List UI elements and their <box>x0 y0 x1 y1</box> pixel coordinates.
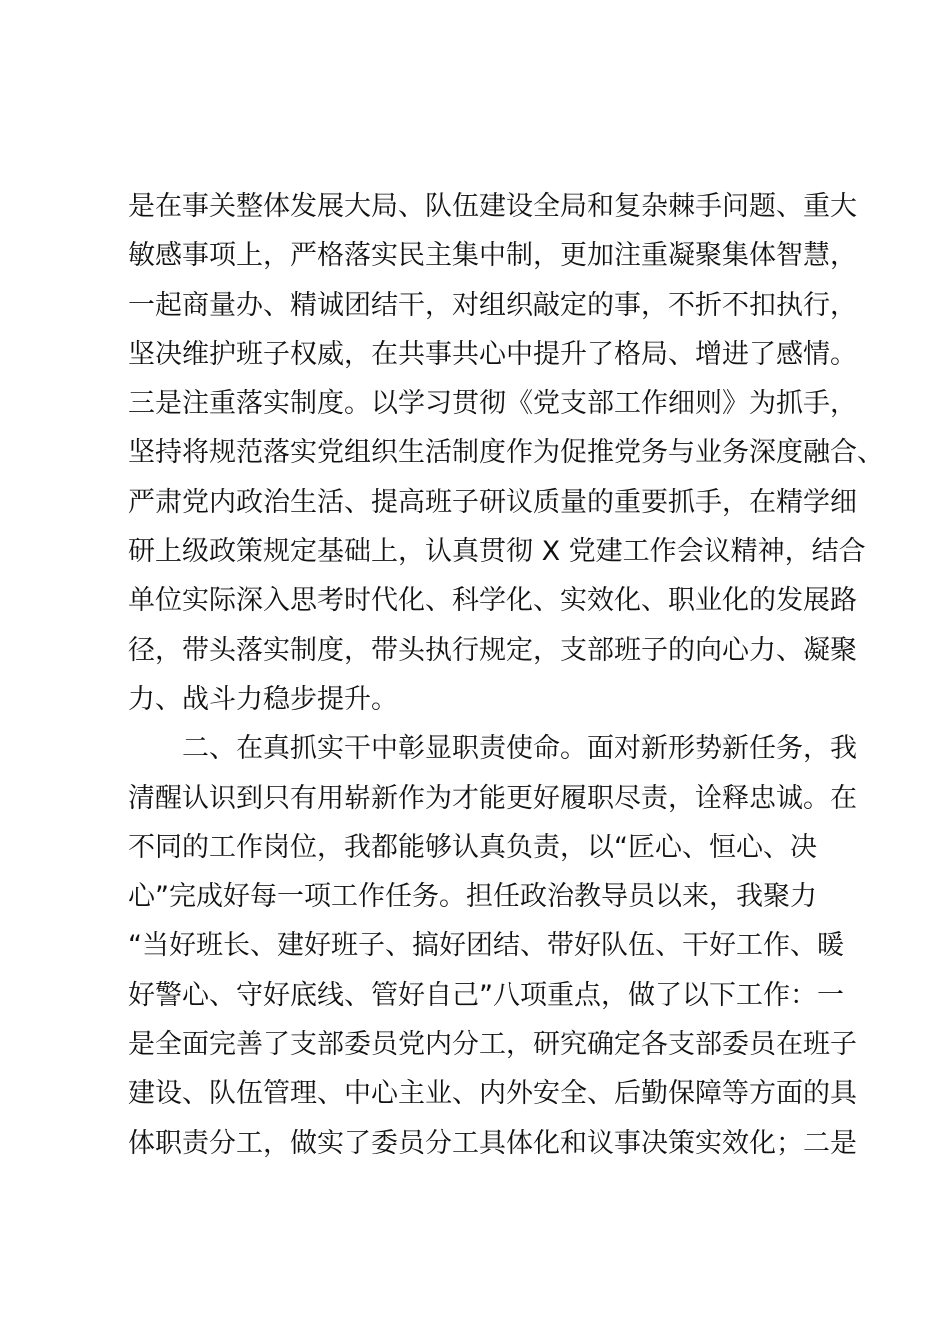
text-line: 力、战斗力稳步提升。 <box>128 683 398 715</box>
text-line: 三是注重落实制度。以学习贯彻《党支部工作细则》为抓手， <box>128 388 857 420</box>
text-line: 坚持将规范落实党组织生活制度作为促推党务与业务深度融合、 <box>128 437 884 469</box>
text-line: 敏感事项上，严格落实民主集中制，更加注重凝聚集体智慧， <box>128 240 857 272</box>
text-line: 是全面完善了支部委员党内分工，研究确定各支部委员在班子 <box>128 1029 857 1061</box>
text-line: 好警心、守好底线、管好自己”八项重点，做了以下工作：一 <box>128 979 844 1011</box>
text-line: 不同的工作岗位，我都能够认真负责，以“匠心、恒心、决 <box>128 831 817 863</box>
text-line: 建设、队伍管理、中心主业、内外安全、后勤保障等方面的具 <box>128 1078 857 1110</box>
text-line: 严肃党内政治生活、提高班子研议质量的重要抓手，在精学细 <box>128 486 857 518</box>
body-text <box>128 182 884 1168</box>
text-line: 心”完成好每一项工作任务。担任政治教导员以来，我聚力 <box>128 881 817 913</box>
text-line: 径，带头落实制度，带头执行规定，支部班子的向心力、凝聚 <box>128 634 857 666</box>
text-line: 体职责分工，做实了委员分工具体化和议事决策实效化；二是 <box>128 1127 857 1159</box>
text-line: 研上级政策规定基础上，认真贯彻 X 党建工作会议精神，结合 <box>128 536 866 568</box>
section-heading-line: 二、在真抓实干中彰显职责使命。面对新形势新任务，我 <box>182 733 857 765</box>
text-line: 是在事关整体发展大局、队伍建设全局和复杂棘手问题、重大 <box>128 191 857 222</box>
text-line: 坚决维护班子权威，在共事共心中提升了格局、增进了感情。 <box>128 338 857 370</box>
text-line: 单位实际深入思考时代化、科学化、实效化、职业化的发展路 <box>128 585 857 617</box>
text-line: 一起商量办、精诚团结干，对组织敲定的事，不折不扣执行， <box>128 289 857 321</box>
text-line: 清醒认识到只有用崭新作为才能更好履职尽责，诠释忠诚。在 <box>128 782 857 814</box>
text-line: “当好班长、建好班子、搞好团结、带好队伍、干好工作、暖 <box>128 930 844 962</box>
